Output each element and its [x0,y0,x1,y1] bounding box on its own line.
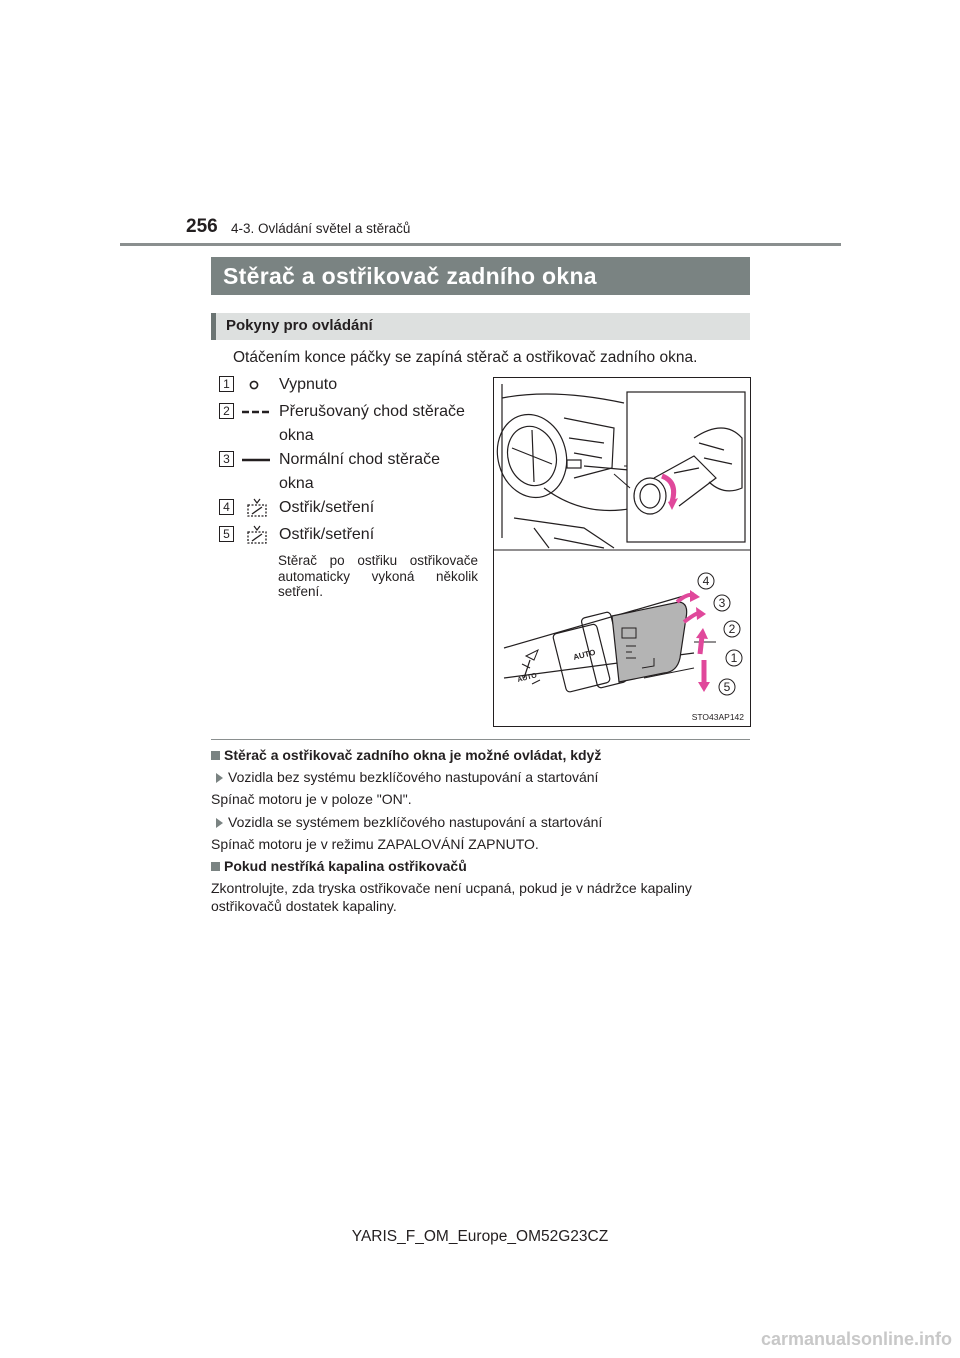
condition-heading-1-text: Stěrač a ostřikovač zadního okna je možné ovládat, když [224,747,602,763]
footer-code: YARIS_F_OM_Europe_OM52G23CZ [351,1228,609,1245]
intro-text: Otáčením konce páčky se zapíná stěrač a ostřikovač zadního okna. [233,349,698,366]
arrow-2 [700,636,702,654]
condition-heading-2-text: Pokud nestříká kapalina ostřikovačů [224,858,467,874]
page-number: 256 [186,216,218,237]
triangle-bullet-icon [216,818,223,828]
figure-rule [211,739,750,740]
callout-1: 1 [730,651,738,665]
item-label-2: Přerušovaný chod stěrače okna [279,403,465,444]
condition-text-2: Spínač motoru je v režimu ZAPALOVÁNÍ ZAPNUTO. [211,836,539,852]
breadcrumb: 4-3. Ovládání světel a stěračů [231,221,411,236]
subsection-title: Pokyny pro ovládání [226,317,373,334]
condition-heading-1 [211,747,601,763]
condition-text-1: Spínač motoru je v poloze "ON". [211,791,412,807]
figure-label: STO43AP142 [691,712,744,722]
callout-4: 4 [702,574,710,588]
washer-icon [242,497,272,519]
item-number-1: 1 [219,376,234,392]
auto-label-small: AUTO [516,672,538,684]
watermark-text: carmanualsonline.info [760,1329,952,1349]
item-label-5: Ostřik/setření [279,526,375,543]
dashed-line-icon [242,406,272,418]
item-label-1: Vypnuto [279,376,338,393]
item-number-5: 5 [219,526,234,542]
inset-box [627,392,745,542]
condition-bullet-1-text: Vozidla bez systému bezklíčového nastupování a startování [228,769,599,785]
callout-2: 2 [728,622,736,636]
condition-text-3a: Zkontrolujte, zda tryska ostřikovače není ucpaná, pokud je v nádržce kapaliny [211,880,692,896]
condition-text-3b: ostřikovačů dostatek kapaliny. [211,898,397,914]
item-number-4: 4 [219,499,234,515]
figure-illustration [494,378,751,727]
subsection-bar [211,313,750,340]
square-bullet-icon [211,751,220,760]
section-title-bar [211,257,750,295]
condition-bullet-2-text: Vozidla se systémem bezklíčového nastupování a startování [228,814,603,830]
solid-line-icon [242,454,272,466]
item-note: Stěrač po ostřiku ostřikovače automaticky vykoná několik setření. [278,553,478,599]
header-rule [120,243,841,246]
condition-heading-2 [211,858,467,874]
condition-bullet-2 [216,814,602,830]
item-label-4: Ostřik/setření [279,499,375,516]
section-title: Stěrač a ostřikovač zadního okna [223,263,597,289]
dashboard-drawing [494,384,634,548]
callout-3: 3 [718,596,726,610]
off-circle-icon [242,379,272,391]
item-label-3: Normální chod stěrače okna [279,451,440,492]
auto-label: AUTO [572,647,597,662]
item-number-3: 3 [219,451,234,467]
item-number-2: 2 [219,403,234,419]
stalk-end [612,602,687,682]
condition-bullet-1 [216,769,598,785]
washer-icon [242,524,272,546]
square-bullet-icon [211,862,220,871]
callout-5: 5 [723,680,731,694]
triangle-bullet-icon [216,773,223,783]
figure [493,377,751,727]
